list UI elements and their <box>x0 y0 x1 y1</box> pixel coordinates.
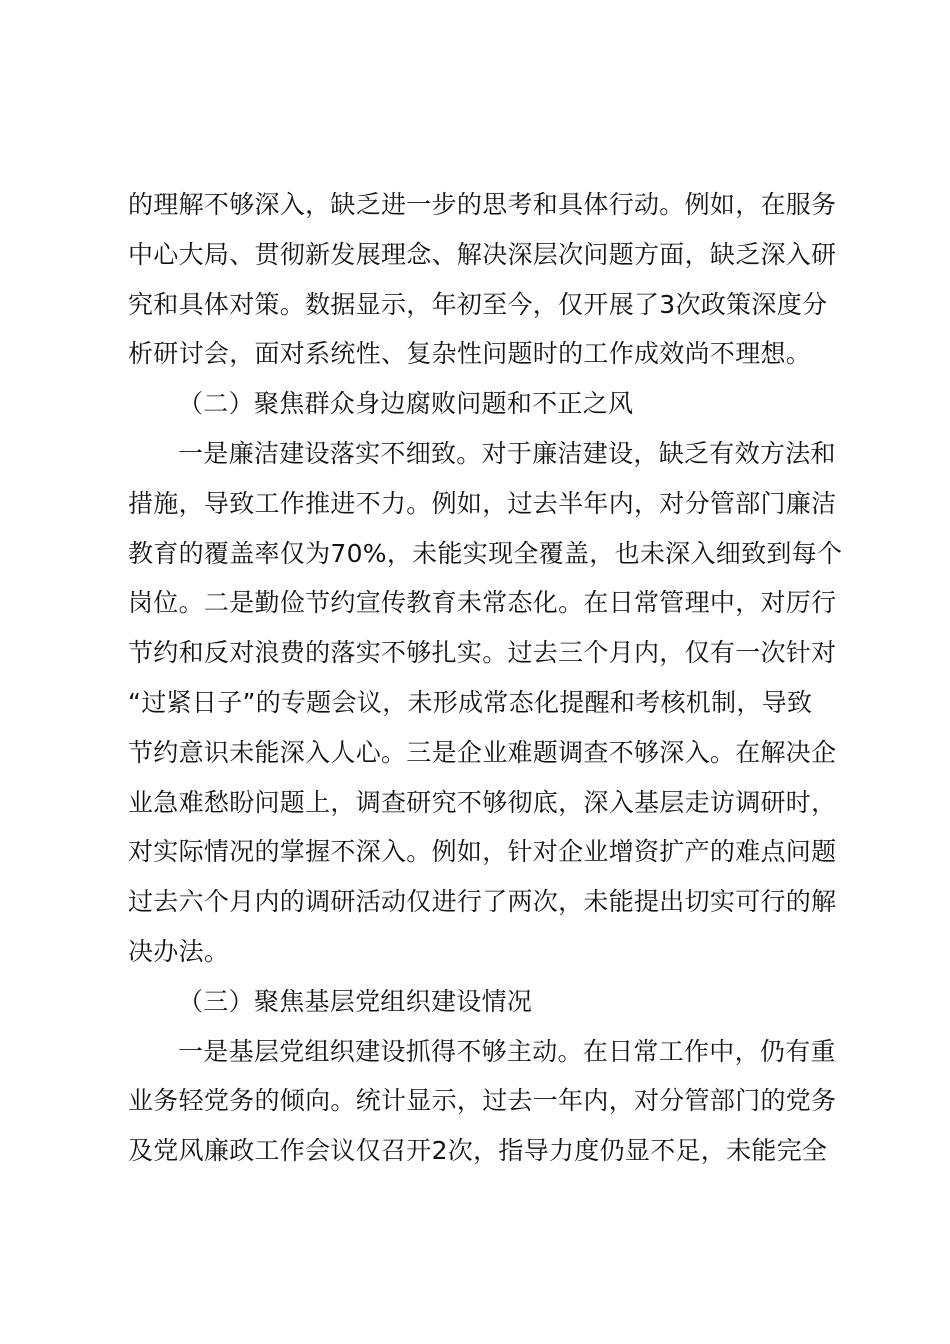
text-line: 措施，导致工作推进不力。例如，过去半年内，对分管部门廉洁 <box>128 488 837 518</box>
text-line: 及党风廉政工作会议仅召开2次，指导力度仍显不足，未能完全 <box>128 1136 828 1166</box>
section-heading: （三）聚焦基层党组织建设情况 <box>178 986 533 1016</box>
text-line: 教育的覆盖率仅为70%，未能实现全覆盖，也未深入细致到每个 <box>128 538 843 568</box>
text-line: 业务轻党务的倾向。统计显示，过去一年内，对分管部门的党务 <box>128 1086 837 1116</box>
text-line: 决办法。 <box>128 936 230 966</box>
text-line: 一是基层党组织建设抓得不够主动。在日常工作中，仍有重 <box>178 1036 836 1066</box>
text-line: 析研讨会，面对系统性、复杂性问题时的工作成效尚不理想。 <box>128 339 812 369</box>
text-line: 过去六个月内的调研活动仅进行了两次，未能提出切实可行的解 <box>128 887 837 917</box>
text-line: 节约和反对浪费的落实不够扎实。过去三个月内，仅有一次针对 <box>128 638 837 668</box>
text-line: 的理解不够深入，缺乏进一步的思考和具体行动。例如，在服务 <box>128 190 837 219</box>
text-line: 究和具体对策。数据显示，年初至今，仅开展了3次政策深度分 <box>128 289 828 319</box>
text-line: “过紧日子”的专题会议，未形成常态化提醒和考核机制，导致 <box>128 687 813 717</box>
text-line: 中心大局、贯彻新发展理念、解决深层次问题方面，缺乏深入研 <box>128 239 837 269</box>
body-text <box>128 180 848 1176</box>
text-line: 岗位。二是勤俭节约宣传教育未常态化。在日常管理中，对厉行 <box>128 588 837 618</box>
text-line: 业急难愁盼问题上，调查研究不够彻底，深入基层走访调研时， <box>128 787 837 817</box>
text-line: 对实际情况的掌握不深入。例如，针对企业增资扩产的难点问题 <box>128 837 837 867</box>
text-line: 节约意识未能深入人心。三是企业难题调查不够深入。在解决企 <box>128 737 837 767</box>
section-heading: （二）聚焦群众身边腐败问题和不正之风 <box>178 389 634 419</box>
text-line: 一是廉洁建设落实不细致。对于廉洁建设，缺乏有效方法和 <box>178 438 836 468</box>
